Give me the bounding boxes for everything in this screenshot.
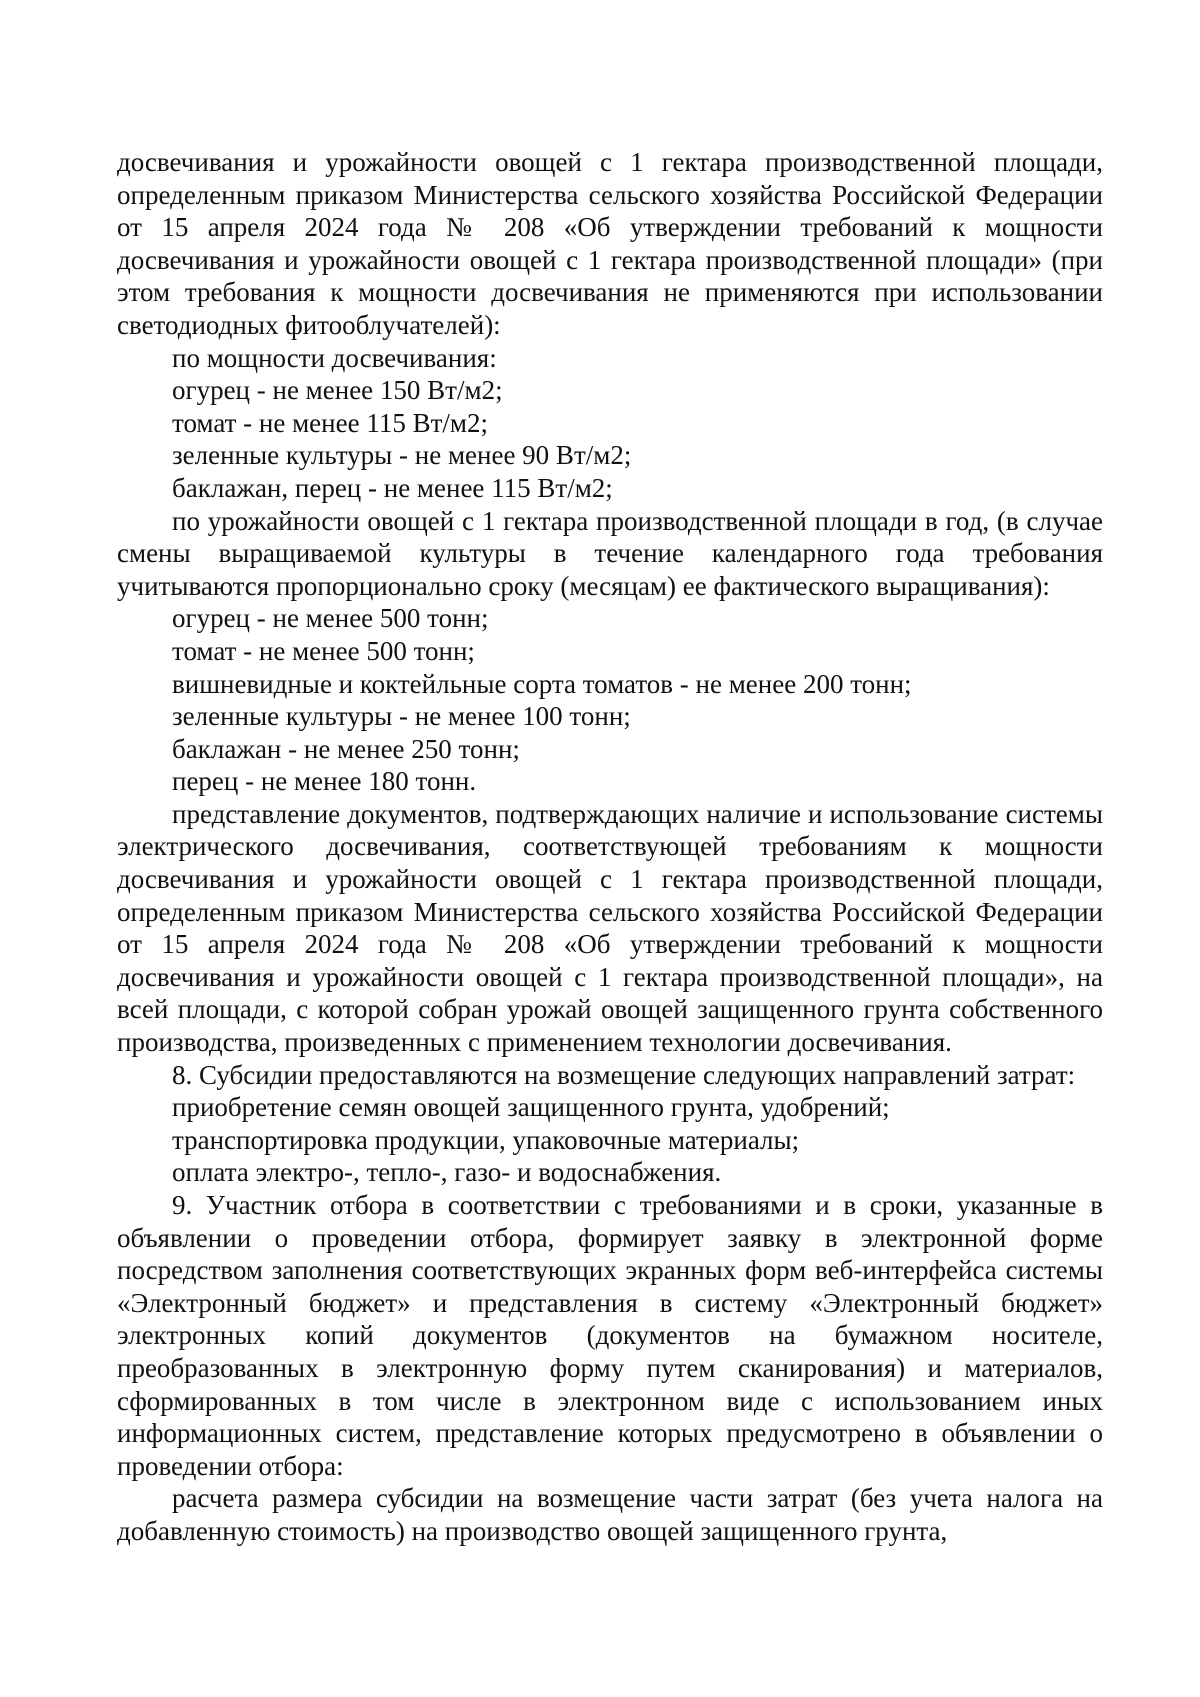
list-item-seeds: приобретение семян овощей защищенного грунта, удобрений; [172,1092,890,1123]
list-item-pepper-yield: перец - не менее 180 тонн. [172,766,477,797]
list-item-eggplant-pepper-power: баклажан, перец - не менее 115 Вт/м2; [172,472,613,503]
paragraph-documents-lighting: представление документов, подтверждающих наличие и использование системы электрического досвечивания, соответствующей требованиям к мощности досвечивания и урожайности овощей с 1 гектара производственной площади, определенным приказом Министерства сельского хозяйства Российской Федерации от 15 апреля 2024 года № 208 «Об утверждении требований к мощности досвечивания и урожайности овощей с 1 гектара производственной площади», на всей площади, с которой собран урожай овощей защищенного грунта собственного производства, произведенных с применением технологии досвечивания. [117,798,1103,1058]
list-item-cucumber-yield: огурец - не менее 500 тонн; [172,603,489,634]
list-item-utilities: оплата электро-, тепло-, газо- и водоснабжения. [172,1157,722,1188]
list-item-lighting-header: по мощности досвечивания: [172,342,497,373]
list-item-tomato-power: томат - не менее 115 Вт/м2; [172,407,488,438]
list-item-cherry-tomato-yield: вишневидные и коктейльные сорта томатов - не менее 200 тонн; [172,668,912,699]
paragraph-subsidy-calculation: расчета размера субсидии на возмещение части затрат (без учета налога на добавленную стоимость) на производство овощей защищенного грунта, [117,1483,1103,1546]
list-item-cucumber-power: огурец - не менее 150 Вт/м2; [172,375,503,406]
list-item-eggplant-yield: баклажан - не менее 250 тонн; [172,733,520,764]
paragraph-section-9: 9. Участник отбора в соответствии с требованиями и в сроки, указанные в объявлении о проведении отбора, формирует заявку в электронной форме посредством заполнения соответствующих экранных форм веб-интерфейса системы «Электронный бюджет» и представления в систему «Электронный бюджет» электронных копий документов (документов на бумажном носителе, преобразованных в электронную форму путем сканирования) и материалов, сформированных в том числе в электронном виде с использованием иных информационных систем, представление которых предусмотрено в объявлении о проведении отбора: [117,1190,1103,1481]
paragraph-continuation: досвечивания и урожайности овощей с 1 гектара производственной площади, определенным приказом Министерства сельского хозяйства Российской Федерации от 15 апреля 2024 года № 208 «Об утверждении требований к мощности досвечивания и урожайности овощей с 1 гектара производственной площади» (при этом требования к мощности досвечивания не применяются при использовании светодиодных фитооблучателей): [117,147,1103,340]
document-page [117,146,1103,1548]
list-item-greens-yield: зеленные культуры - не менее 100 тонн; [172,701,631,732]
list-item-tomato-yield: томат - не менее 500 тонн; [172,635,475,666]
list-item-transport: транспортировка продукции, упаковочные материалы; [172,1124,800,1155]
paragraph-yield-header: по урожайности овощей с 1 гектара производственной площади в год, (в случае смены выращиваемой культуры в течение календарного года требования учитываются пропорционально сроку (месяцам) ее фактического выращивания): [117,505,1103,601]
paragraph-section-8: 8. Субсидии предоставляются на возмещение следующих направлений затрат: [172,1059,1076,1090]
list-item-greens-power: зеленные культуры - не менее 90 Вт/м2; [172,440,632,471]
